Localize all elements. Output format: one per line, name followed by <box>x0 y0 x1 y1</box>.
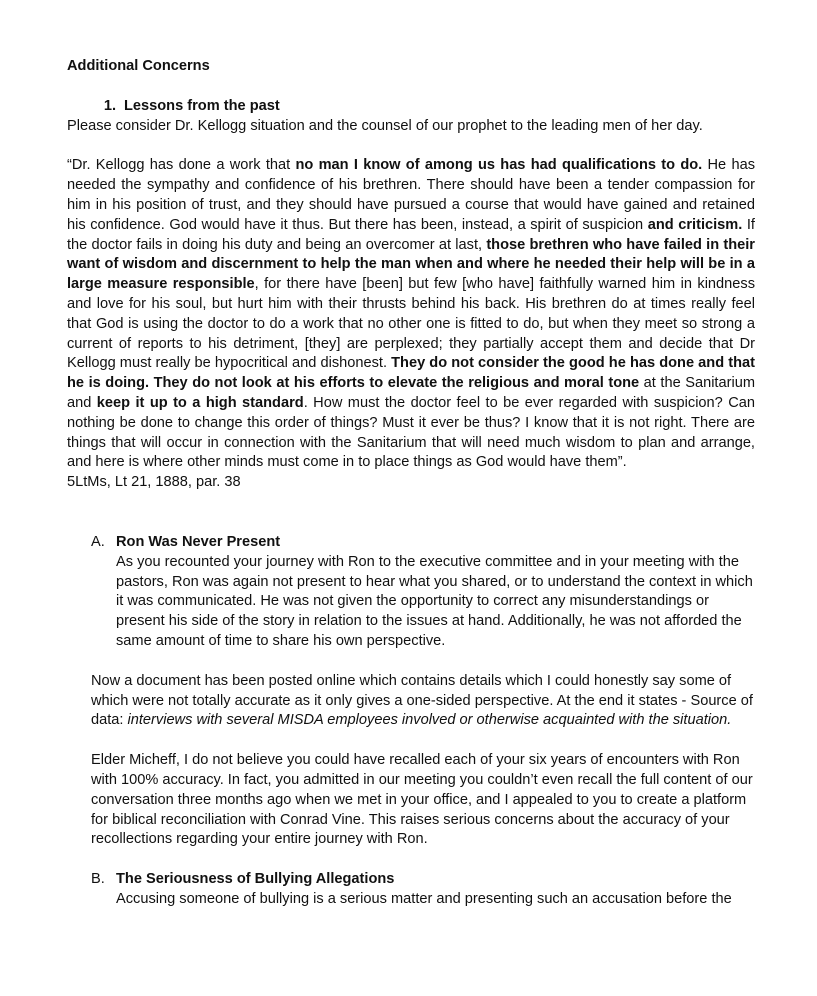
lessons-intro: Please consider Dr. Kellogg situation and the counsel of our prophet to the leading men of her day. <box>67 117 703 134</box>
quote-text: If the doctor fails in doing his duty and being an overcomer at last, <box>67 216 755 253</box>
section-b-title: The Seriousness of Bullying Allegations <box>116 871 395 888</box>
quote-bold: They do not consider the good he has done and that he is doing. They do not look at his efforts to elevate the religious and moral tone <box>67 355 756 392</box>
kellogg-quote <box>67 156 755 473</box>
section-heading: Additional Concerns <box>67 58 210 74</box>
section-b-body: Accusing someone of bullying is a serious matter and presenting such an accusation before the <box>116 890 732 907</box>
section-a <box>91 533 755 652</box>
quote-text: “Dr. Kellogg has done a work that <box>67 157 296 174</box>
lessons-title: Lessons from the past <box>124 97 280 114</box>
quote-citation: 5LtMs, Lt 21, 1888, par. 38 <box>67 474 241 491</box>
section-a-title: Ron Was Never Present <box>116 533 281 550</box>
list-letter: A. <box>91 533 105 550</box>
quote-bold: and criticism. <box>647 216 743 233</box>
list-number: 1. <box>103 97 116 114</box>
document-page <box>67 57 755 910</box>
quote-text: He has needed the sympathy and confidence of his brethren. There should have been a tender compassion for him in his position of trust, and they should have pursued a course that would have gained and retained his confidence. God would have it thus. But there has been, instead, a spirit of suspicion <box>67 157 755 233</box>
quote-bold: no man I know of among us has had qualifications to do. <box>295 157 703 174</box>
quote-text: at the Sanitarium and <box>67 375 755 411</box>
list-letter: B. <box>91 871 105 888</box>
numbered-heading-lessons <box>67 97 755 117</box>
quote-text: . How must the doctor feel to be ever regarded with suspicion? Can nothing be done to change this order of things? Must it ever be thus? I know that it is not right. There are things that will occur in connection with the Sanitarium that will need much wisdom to plan and arrange, and here is where other minds must come in to place things as God would have them”. <box>67 394 755 471</box>
quote-bold: those brethren who have failed in their want of wisdom and discernment to help the man when and where he needed their help will be in a large measure responsible <box>67 236 755 293</box>
paragraph-text: Now a document has been posted online which contains details which I could honestly say some of which were not totally accurate as it only gives a one-sided perspective. At the end it states - Source of data: <box>91 672 753 729</box>
section-b <box>91 870 755 910</box>
online-document-paragraph <box>91 672 755 731</box>
paragraph-italic: interviews with several MISDA employees involved or otherwise acquainted with the situation. <box>127 712 732 729</box>
recollection-paragraph: Elder Micheff, I do not believe you could have recalled each of your six years of encounters with Ron with 100% accuracy. In fact, you admitted in our meeting you couldn’t even recall the full content of our conversation three months ago when we met in your office, and I appealed to you to create a platform for biblical reconciliation with Conrad Vine. This raises serious concerns about the accuracy of your recollections regarding your entire journey with Ron. <box>91 752 753 848</box>
section-a-body: As you recounted your journey with Ron to the executive committee and in your meeting with the pastors, Ron was again not present to hear what you shared, or to understand the context in which it was communicated. He was not given the opportunity to correct any misunderstandings or present his side of the story in relation to the issues at hand. Additionally, he was not afforded the same amount of time to share his own perspective. <box>116 553 753 649</box>
quote-text: , for there have [been] but few [who have] faithfully warned him in kindness and love for his soul, but hurt him with their thrusts behind his back. His brethren do at times really feel that God is using the doctor to do a work that no other one is fitted to do, but when they meet so strong a current of reports to his detriment, [they] are perplexed; they partially accept them and decide that Dr Kellogg must really be hypocritical and dishonest. <box>67 276 755 372</box>
quote-bold: keep it up to a high standard <box>96 394 304 411</box>
